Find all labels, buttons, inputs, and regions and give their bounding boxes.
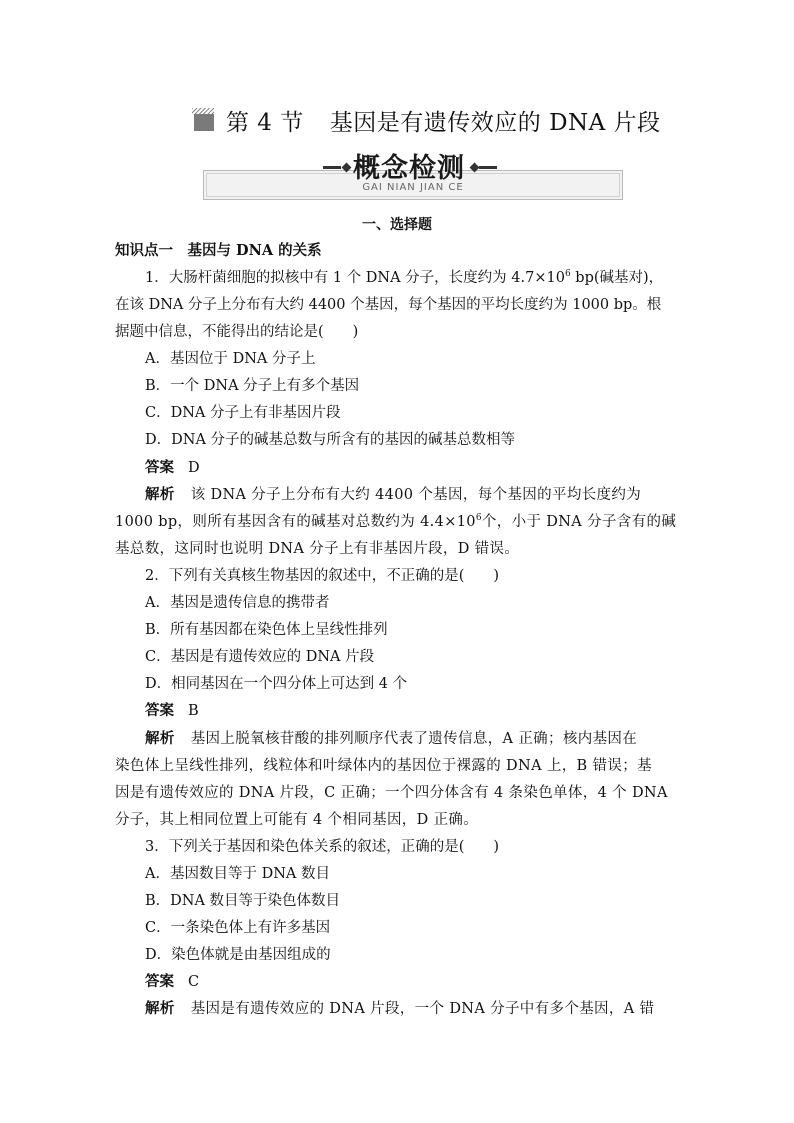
q2-analysis-line1: 解析 基因上脱氧核苷酸的排列顺序代表了遗传信息，A 正确；核内基因在 [145,731,638,747]
question-type-heading: 一、选择题 [362,217,432,233]
q3-stem: 3．下列关于基因和染色体关系的叙述，正确的是( ) [145,839,500,855]
banner-pinyin: GAI NIAN JIAN CE [362,182,464,193]
answer-label: 答案 [145,974,174,990]
analysis-label: 解析 [145,487,175,503]
q3-option-b: B．DNA 数目等于染色体数目 [145,893,341,909]
q1-analysis-line2: 1000 bp，则所有基因含有的碱基对总数约为 $4.4\times 10^6$个，小于 DNA 分子含有的碱 [115,513,677,530]
q1-option-a: A．基因位于 DNA 分子上 [145,351,316,367]
section-number: 第 4 节 [226,109,304,136]
q2-analysis-line3: 因是有遗传效应的 DNA 片段，C 正确；一个四分体含有 4 条染色单体，4 个 DNA [115,785,668,801]
q3-option-c: C．一条染色体上有许多基因 [145,920,331,936]
answer-value: C [188,974,200,990]
q1-option-b: B．一个 DNA 分子上有多个基因 [145,378,360,394]
q2-option-c: C．基因是有遗传效应的 DNA 片段 [145,649,375,665]
q1-stem-line1: 1．大肠杆菌细胞的拟核中有 1 个 DNA 分子，长度约为 $4.7\times 10^6$ bp(碱基对)， [145,269,664,286]
knowledge-point-heading: 知识点一 基因与 DNA 的关系 [115,242,322,259]
book-icon [190,108,216,132]
section-title-text: 基因是有遗传效应的 DNA 片段 [329,109,661,136]
q3-option-a: A．基因数目等于 DNA 数目 [145,866,330,882]
q2-analysis-line2: 染色体上呈线性排列，线粒体和叶绿体内的基因位于裸露的 DNA 上，B 错误；基 [115,758,652,774]
analysis-label: 解析 [145,731,175,747]
q3-analysis-line1: 解析 基因是有遗传效应的 DNA 片段，一个 DNA 分子中有多个基因，A 错 [145,1001,655,1017]
q1-stem-line3: 据题中信息，不能得出的结论是( ) [115,324,359,340]
answer-value: B [188,703,199,719]
section-header [190,102,661,138]
q2-answer [145,701,199,721]
q2-stem: 2．下列有关真核生物基因的叙述中，不正确的是( ) [145,568,500,584]
q1-analysis-line1: 解析 该 DNA 分子上分布有大约 4400 个基因，每个基因的平均长度约为 [145,487,642,503]
q1-option-c: C．DNA 分子上有非基因片段 [145,405,341,421]
q2-analysis-line4: 分子，其上相同位置上可能有 4 个相同基因，D 正确。 [115,812,479,828]
analysis-label: 解析 [145,1001,175,1017]
q1-stem-line2: 在该 DNA 分子上分布有大约 4400 个基因，每个基因的平均长度约为 1000 bp。根 [115,297,662,313]
q1-analysis-line3: 基总数，这同时也说明 DNA 分子上有非基因片段，D 错误。 [115,541,520,557]
q2-option-d: D．相同基因在一个四分体上可达到 4 个 [145,676,408,692]
q3-option-d: D．染色体就是由基因组成的 [145,947,331,963]
answer-label: 答案 [145,460,174,476]
q3-answer [145,972,199,992]
answer-label: 答案 [145,703,174,719]
q1-answer [145,458,200,478]
concept-check-banner [203,152,623,204]
answer-value: D [188,460,200,476]
section-title [226,104,661,137]
banner-title: 概念检测 [353,153,465,184]
q2-option-a: A．基因是遗传信息的携带者 [145,595,330,611]
q1-option-d: D．DNA 分子的碱基总数与所含有的基因的碱基总数相等 [145,432,516,448]
q2-option-b: B．所有基因都在染色体上呈线性排列 [145,622,388,638]
